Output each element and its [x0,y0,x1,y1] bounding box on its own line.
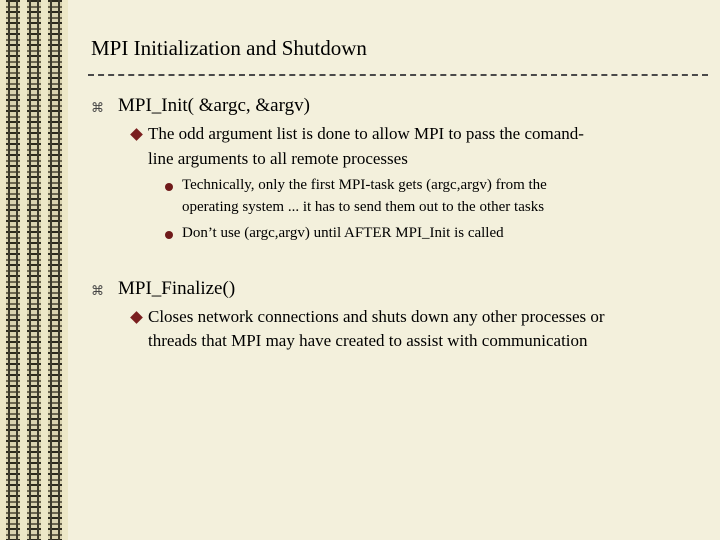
decorative-chain-border [0,0,68,540]
chain-ornament [48,0,62,540]
diamond-bullet-icon [130,128,143,141]
sub-bullet-line: threads that MPI may have created to assist with communication [148,331,588,350]
slide-title: MPI Initialization and Shutdown [91,36,367,60]
level1-bullet-icon: ⌘ [91,283,104,298]
bullet-mpi-init: MPI_Init( &argc, &argv) [118,95,310,116]
level1-bullet-icon: ⌘ [91,100,104,115]
dot-bullet-icon [165,231,173,239]
dot-bullet-icon [165,183,173,191]
chain-ornament [6,0,20,540]
subsub-bullet-line: Technically, only the first MPI-task gets (argc,argv) from the [182,177,547,193]
sub-bullet-line: line arguments to all remote processes [148,149,408,168]
sub-bullet-line: The odd argument list is done to allow MPI to pass the comand- [148,124,584,143]
diamond-bullet-icon [130,311,143,324]
subsub-bullet-line: operating system ... it has to send them out to the other tasks [182,199,545,215]
chain-ornament [27,0,41,540]
bullet-mpi-finalize: MPI_Finalize() [118,278,236,299]
title-divider [88,74,708,76]
sub-bullet-line: Closes network connections and shuts down any other processes or [148,307,605,326]
subsub-bullet-line: Don’t use (argc,argv) until AFTER MPI_Init is called [182,225,504,241]
